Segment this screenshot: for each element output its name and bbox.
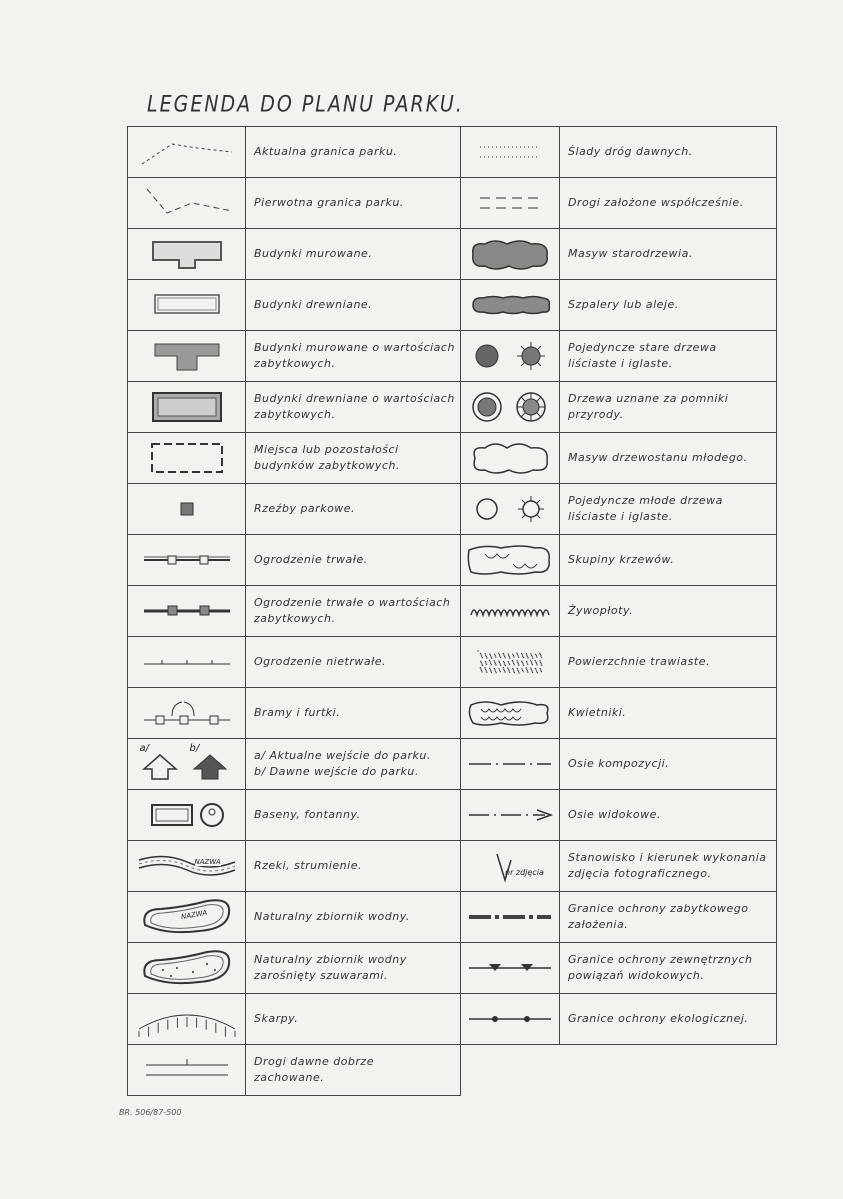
legend-label: Rzeźby parkowe.: [254, 502, 356, 515]
legend-table: [127, 126, 777, 1096]
legend-row: [128, 178, 777, 229]
legend-label: Naturalny zbiornik wodny: [254, 953, 407, 966]
legend-label: Osie widokowe.: [568, 808, 661, 821]
old-trees-mass-icon: [467, 236, 553, 272]
symbol-cell: [128, 841, 246, 892]
symbol-cell: [128, 280, 246, 331]
description-cell: [560, 331, 777, 382]
symbol-cell: [128, 994, 246, 1045]
legend-row: [128, 127, 777, 178]
symbol-cell: [461, 586, 560, 637]
legend-row: [128, 892, 777, 943]
legend-label: b/ Dawne wejście do parku.: [254, 765, 419, 778]
legend-label: Aktualna granica parku.: [254, 145, 398, 158]
legend-label: zabytkowych.: [254, 408, 336, 421]
old-road-double-line-icon: [142, 1057, 232, 1083]
original-boundary-line-icon: [137, 185, 237, 221]
description-cell: [246, 739, 461, 790]
symbol-cell: [461, 688, 560, 739]
description-cell: [246, 382, 461, 433]
legend-label: Bramy i furtki.: [254, 706, 341, 719]
description-cell: [560, 892, 777, 943]
legend-label: Granice ochrony ekologicznej.: [568, 1012, 749, 1025]
temporary-fence-line-icon: [142, 652, 232, 672]
legend-label: Szpalery lub aleje.: [568, 298, 679, 311]
permanent-fence-line-icon: [142, 550, 232, 570]
symbol-cell: [461, 739, 560, 790]
description-cell: [560, 688, 777, 739]
symbol-cell: [461, 943, 560, 994]
river-name-label: NAZWA: [194, 858, 221, 866]
description-cell: [560, 586, 777, 637]
legend-label: Budynki drewniane o wartościach: [254, 392, 455, 405]
description-cell: [246, 892, 461, 943]
description-cell: [560, 229, 777, 280]
symbol-cell: [128, 892, 246, 943]
symbol-cell: [461, 433, 560, 484]
description-cell: [246, 943, 461, 994]
legend-label: liściaste i iglaste.: [568, 510, 673, 523]
symbol-cell: [128, 382, 246, 433]
description-cell: [246, 841, 461, 892]
description-cell: [246, 127, 461, 178]
symbol-cell: [461, 790, 560, 841]
river-icon: [135, 848, 239, 884]
symbol-cell: [461, 178, 560, 229]
symbol-cell: [128, 1045, 246, 1096]
label-b: b/: [189, 743, 200, 754]
overgrown-pond-icon: [137, 948, 237, 988]
symbol-cell: [128, 943, 246, 994]
shrub-groups-icon: [465, 542, 555, 578]
legend-label: Żywopłoty.: [568, 604, 634, 617]
legend-label: Pierwotna granica parku.: [254, 196, 404, 209]
single-old-trees-icon: [465, 340, 555, 372]
symbol-cell: [128, 739, 246, 790]
legend-row: [128, 484, 777, 535]
symbol-cell: [461, 127, 560, 178]
legend-label: Ogrodzenie trwałe o wartościach: [254, 596, 451, 609]
legend-label: zabytkowych.: [254, 612, 336, 625]
legend-row: [128, 739, 777, 790]
legend-label: zabytkowych.: [254, 357, 336, 370]
legend-label: Masyw starodrzewia.: [568, 247, 693, 260]
legend-label: Naturalny zbiornik wodny.: [254, 910, 410, 923]
legend-label: Drogi założone współcześnie.: [568, 196, 744, 209]
symbol-cell: [128, 127, 246, 178]
ecological-protection-line-icon: [465, 1011, 555, 1027]
description-cell: [246, 688, 461, 739]
pool-fountain-symbol-icon: [142, 800, 232, 830]
description-cell: [246, 433, 461, 484]
sculpture-square-icon: [177, 499, 197, 519]
legend-label: liściaste i iglaste.: [568, 357, 673, 370]
legend-label: Skarpy.: [254, 1012, 299, 1025]
photo-number-label: nr zdjęcia: [505, 868, 544, 877]
legend-row: [128, 229, 777, 280]
legend-label: Drogi dawne dobrze: [254, 1055, 374, 1068]
description-cell: [560, 841, 777, 892]
description-cell: [560, 178, 777, 229]
description-cell: [246, 1045, 461, 1096]
legend-row: [128, 433, 777, 484]
page-title: LEGENDA DO PLANU PARKU.: [147, 92, 464, 118]
symbol-cell: [128, 433, 246, 484]
description-cell: [246, 637, 461, 688]
legend-label: budynków zabytkowych.: [254, 459, 400, 472]
description-cell: [246, 790, 461, 841]
legend-label: Budynki murowane.: [254, 247, 373, 260]
legend-label: Powierzchnie trawiaste.: [568, 655, 710, 668]
description-cell: [246, 535, 461, 586]
symbol-cell: [461, 892, 560, 943]
symbol-cell: [128, 535, 246, 586]
symbol-cell: [128, 484, 246, 535]
description-cell: [560, 994, 777, 1045]
symbol-cell: [461, 280, 560, 331]
legend-row: [128, 280, 777, 331]
symbol-cell: [461, 229, 560, 280]
legend-label: Kwietniki.: [568, 706, 627, 719]
legend-row: [128, 586, 777, 637]
symbol-cell: [128, 331, 246, 382]
legend-label: przyrody.: [568, 408, 624, 421]
legend-row: [128, 1045, 777, 1096]
historic-wooden-building-shape-icon: [147, 387, 227, 427]
description-cell: [246, 994, 461, 1045]
symbol-cell: [461, 841, 560, 892]
legend-label: Pojedyncze stare drzewa: [568, 341, 717, 354]
legend-label: Granice ochrony zewnętrznych: [568, 953, 753, 966]
legend-label: Skupiny krzewów.: [568, 553, 675, 566]
description-cell: [560, 127, 777, 178]
legend-label: Osie kompozycji.: [568, 757, 670, 770]
wooden-building-shape-icon: [147, 287, 227, 323]
legend-label: Stanowisko i kierunek wykonania: [568, 851, 767, 864]
legend-row: [128, 637, 777, 688]
gate-symbol-icon: [142, 698, 232, 728]
description-cell: [246, 586, 461, 637]
legend-row: [128, 382, 777, 433]
legend-row: [128, 943, 777, 994]
photo-viewpoint-icon: [461, 846, 559, 886]
legend-row: [128, 688, 777, 739]
view-axis-arrow-icon: [465, 807, 555, 823]
description-cell: [560, 535, 777, 586]
description-cell: [246, 280, 461, 331]
archive-code: BR. 506/87-500: [119, 1108, 182, 1117]
legend-label: Masyw drzewostanu młodego.: [568, 451, 748, 464]
symbol-cell: [461, 637, 560, 688]
old-road-dotted-lines-icon: [470, 139, 550, 165]
grass-area-dots-icon: [470, 647, 550, 677]
legend-label: Drzewa uznane za pomniki: [568, 392, 729, 405]
description-cell: [246, 331, 461, 382]
historic-brick-building-shape-icon: [147, 336, 227, 376]
hedge-symbol-icon: [465, 601, 555, 621]
symbol-cell: [461, 535, 560, 586]
description-cell: [246, 484, 461, 535]
legend-label: zdjęcia fotograficznego.: [568, 867, 712, 880]
symbol-cell: [128, 178, 246, 229]
description-cell: [560, 280, 777, 331]
symbol-cell: [128, 586, 246, 637]
flowerbed-symbol-icon: [465, 697, 555, 729]
escarpment-symbol-icon: [135, 1001, 239, 1037]
symbol-cell: [461, 331, 560, 382]
legend-label: Miejsca lub pozostałości: [254, 443, 399, 456]
legend-label: a/ Aktualne wejście do parku.: [254, 749, 431, 762]
current-boundary-line-icon: [137, 134, 237, 170]
modern-road-dashed-lines-icon: [470, 190, 550, 216]
symbol-cell: [128, 790, 246, 841]
composition-axis-line-icon: [465, 756, 555, 772]
legend-label: Ślady dróg dawnych.: [568, 145, 693, 158]
legend-row: [128, 994, 777, 1045]
legend-row: [128, 535, 777, 586]
natural-monument-trees-icon: [465, 389, 555, 425]
brick-building-shape-icon: [147, 236, 227, 272]
symbol-cell: [128, 637, 246, 688]
legend-label: założenia.: [568, 918, 629, 931]
legend-label: zarośnięty szuwarami.: [254, 969, 388, 982]
legend-label: Budynki murowane o wartościach: [254, 341, 455, 354]
legend-label: Ogrodzenie trwałe.: [254, 553, 368, 566]
symbol-cell: [128, 688, 246, 739]
legend-label: Budynki drewniane.: [254, 298, 373, 311]
description-cell: [560, 382, 777, 433]
pond-name-label: NAZWA: [180, 908, 208, 922]
legend-label: Rzeki, strumienie.: [254, 859, 362, 872]
label-a: a/: [139, 743, 149, 754]
entrance-arrows-icon: [132, 741, 242, 787]
natural-pond-icon: [137, 897, 237, 937]
legend-row: [128, 790, 777, 841]
description-cell: [560, 433, 777, 484]
view-protection-line-icon: [465, 960, 555, 976]
legend-label: Granice ochrony zabytkowego: [568, 902, 749, 915]
legend-label: zachowane.: [254, 1071, 325, 1084]
tree-rows-alleys-icon: [467, 293, 553, 317]
description-cell: [560, 637, 777, 688]
description-cell: [560, 943, 777, 994]
building-remains-dashed-shape-icon: [142, 438, 232, 478]
description-cell: [246, 229, 461, 280]
description-cell: [246, 178, 461, 229]
symbol-cell: [128, 229, 246, 280]
single-young-trees-icon: [465, 493, 555, 525]
young-trees-mass-icon: [467, 440, 553, 476]
legend-row: [128, 331, 777, 382]
monument-protection-line-icon: [465, 909, 555, 925]
symbol-cell: [461, 484, 560, 535]
legend-row: [128, 841, 777, 892]
historic-fence-line-icon: [142, 601, 232, 621]
legend-label: Baseny, fontanny.: [254, 808, 361, 821]
description-cell: [560, 484, 777, 535]
symbol-cell: [461, 382, 560, 433]
legend-label: Ogrodzenie nietrwałe.: [254, 655, 386, 668]
description-cell: [560, 739, 777, 790]
legend-label: Pojedyncze młode drzewa: [568, 494, 723, 507]
symbol-cell: [461, 994, 560, 1045]
description-cell: [560, 790, 777, 841]
legend-label: powiązań widokowych.: [568, 969, 705, 982]
